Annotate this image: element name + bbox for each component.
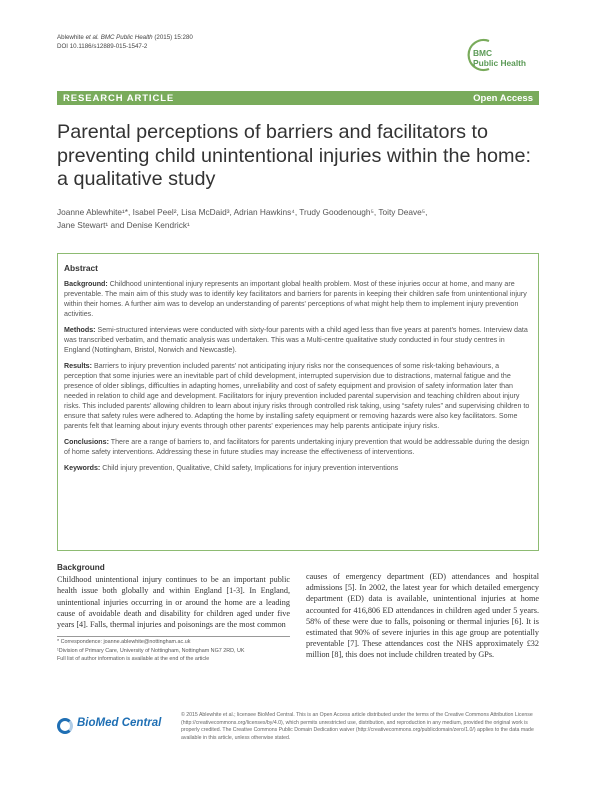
body-paragraph-left: Childhood unintentional injury continues to be an important public health issue both globally and within England [1-3]. In England, unintentional injuries occurring in or around the home are a leading cause of avoidable death and disability for children aged under five years [4]. Falls, thermal injuries and poisonings are the most common [57, 575, 290, 630]
abstract-body [64, 279, 532, 479]
author-list [57, 206, 527, 232]
abstract-background: Background: Childhood unintentional injury represents an important global health problem. Most of these injuries occur at home, and many are preventable. The main aim of this study was to identify key facilitators and barriers for parents in keeping their children safe from unintentional injury within their homes. A further aim was to develop an understanding of parents' perceptions of what might help them to implement injury prevention activities. [64, 280, 527, 318]
citation-doi: DOI 10.1186/s12889-015-1547-2 [57, 42, 148, 50]
body-paragraph-right: causes of emergency department (ED) attendances and hospital admissions [5]. In 2002, the latest year for which detailed emergency department (ED) data is available, unintentional injuries at home accounted for 416,806 ED attendances in children aged under 5 years. 58% of these were due to falls, poisoning or thermal injuries [6]. It is estimated that 90% of severe injuries in this age group are potentially preventable [7]. These attendances cost the NHS approximately £32 million [8], this does not include children treated by GPs. [306, 572, 539, 660]
footnotes [57, 638, 293, 664]
open-access-label: Open Access [473, 93, 533, 104]
article-type-label: RESEARCH ARTICLE [63, 93, 175, 104]
section-heading-background: Background [57, 563, 105, 572]
article-title: Parental perceptions of barriers and facilitators to preventing child unintentional injuries within the home: a qualitative study [57, 121, 531, 190]
body-left-column [57, 562, 290, 630]
abstract-heading: Abstract [64, 263, 98, 273]
biomed-central-ring-icon [57, 718, 73, 734]
journal-logo [463, 38, 543, 72]
abstract-results: Results: Barriers to injury prevention included parents' not anticipating injury risks nor the consequences of some risk-taking behaviours, a perception that some injuries were an inevitable part of child development, interrupted supervision due to distractions, maternal fatigue and the presence of older siblings, difficulties in adapting homes, unreliability and cost of safety equipment and provision of safety information later than needed in relation to child age and development. Facilitators for injury prevention included parental supervision and teaching children about injury risks. This included parents' allowing children to learn about injury risks through controlled risk taking, using “safety rules” and supervising children to ensure that safety rules were adhered to. Adapting the home by installing safety equipment or removing hazards were also key facilitators. Some parents felt that learning about injury events through other parents' experiences may help parents anticipate injury risks. [64, 362, 530, 430]
abstract-conclusions: Conclusions: There are a range of barriers to, and facilitators for parents undertaking injury prevention that would be addressable during the design of home safety interventions. Addressing these in future studies may increase the effectiveness of interventions. [64, 438, 530, 456]
abstract-box [57, 253, 539, 551]
footnote-divider [57, 636, 290, 637]
author-line-2: Jane Stewart¹ and Denise Kendrick¹ [57, 220, 190, 230]
author-affiliation: ¹Division of Primary Care, University of Nottingham, Nottingham NG7 2RD, UK [57, 647, 245, 654]
author-line-1: Joanne Ablewhite¹*, Isabel Peel², Lisa McDaid³, Adrian Hawkins⁴, Trudy Goodenough⁵, Toity Deave⁵, [57, 207, 428, 217]
license-text: © 2015 Ablewhite et al.; licensee BioMed Central. This is an Open Access article distributed under the terms of the Creative Commons Attribution License (http://creativecommons.org/licenses/by/4.0), which permits unrestricted use, distribution, and reproduction in any medium, provided the original work is properly credited. The Creative Commons Public Domain Dedication waiver (http://creativecommons.org/publicdomain/zero/1.0/) applies to the data made available in this article, unless otherwise stated. [181, 712, 534, 741]
article-type-banner [57, 91, 539, 105]
citation-line-1: Ablewhite et al. BMC Public Health (2015) 15:280 [57, 34, 193, 41]
body-right-column [306, 571, 539, 661]
correspondence-email[interactable]: * Correspondence: joanne.ablewhite@nottingham.ac.uk [57, 639, 191, 645]
abstract-methods: Methods: Semi-structured interviews were conducted with sixty-four parents with a child aged less than five years at parent's homes. Interview data was transcribed verbatim, and thematic analysis was undertaken. This was a Multi-centre qualitative study conducted in four study centres in England (Nottingham, Bristol, Norwich and Newcastle). [64, 326, 528, 354]
author-info-note: Full list of author information is available at the end of the article [57, 656, 210, 662]
abstract-keywords: Keywords: Child injury prevention, Qualitative, Child safety, Implications for injury prevention interventions [64, 464, 399, 472]
citation-header [57, 34, 193, 51]
journal-logo-text: BMC Public Health [473, 48, 527, 68]
publisher-logo-text: BioMed Central [77, 717, 162, 729]
publisher-logo [57, 716, 177, 738]
